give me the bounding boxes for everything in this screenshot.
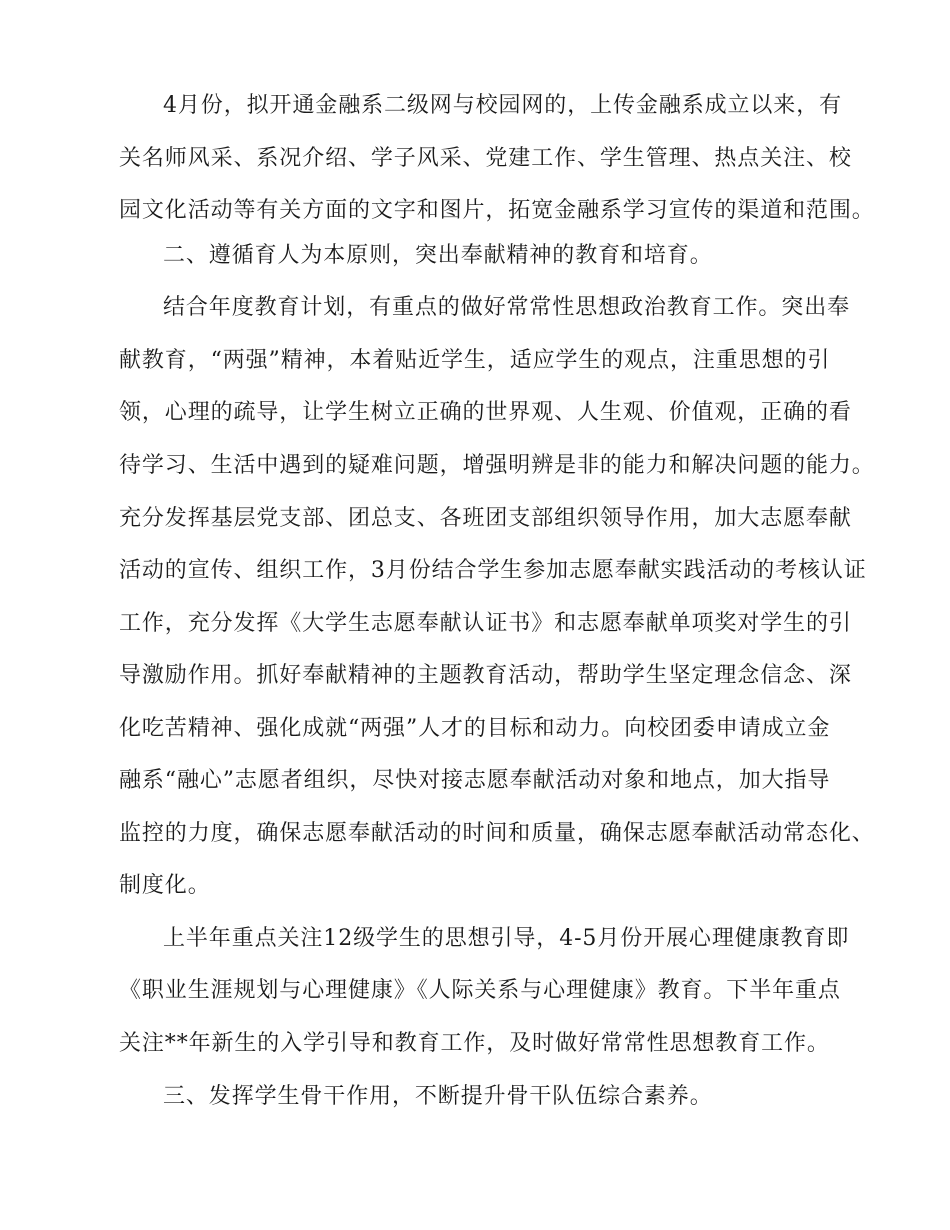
section-heading: 三、发挥学生骨干作用，不断提升骨干队伍综合素养。 [163,1084,713,1109]
text-line: 上半年重点关注12级学生的思想引导，4-5月份开展心理健康教育即 [163,926,850,951]
text-line: 化吃苦精神、强化成就“两强”人才的目标和动力。向校团委申请成立金 [119,716,831,741]
text-line: 《职业生涯规划与心理健康》《人际关系与心理健康》教育。下半年重点 [119,978,841,1003]
section-heading: 二、遵循育人为本原则，突出奉献精神的教育和培育。 [163,243,713,268]
text-line: 充分发挥基层党支部、团总支、各班团支部组织领导作用，加大志愿奉献 [119,506,852,531]
text-line: 4月份，拟开通金融系二级网与校园网的，上传金融系成立以来，有 [163,93,842,118]
text-line: 关名师风采、系况介绍、学子风采、党建工作、学生管理、热点关注、校 [119,146,852,171]
text-line: 导激励作用。抓好奉献精神的主题教育活动，帮助学生坚定理念信念、深 [119,663,852,688]
text-line: 献教育，“两强”精神，本着贴近学生，适应学生的观点，注重思想的引 [119,348,831,373]
text-line: 活动的宣传、组织工作，3月份结合学生参加志愿奉献实践活动的考核认证 [119,558,867,583]
text-line: 结合年度教育计划，有重点的做好常常性思想政治教育工作。突出奉 [163,295,851,320]
text-line: 关注**年新生的入学引导和教育工作，及时做好常常性思想教育工作。 [119,1031,830,1056]
text-line: 领，心理的疏导，让学生树立正确的世界观、人生观、价值观，正确的看 [119,400,852,425]
text-line: 制度化。 [119,873,211,898]
text-line: 园文化活动等有关方面的文字和图片，拓宽金融系学习宣传的渠道和范围。 [119,198,875,223]
text-line: 融系“融心”志愿者组织，尽快对接志愿奉献活动对象和地点，加大指导 [119,768,831,793]
text-line: 监控的力度，确保志愿奉献活动的时间和质量，确保志愿奉献活动常态化、 [119,821,875,846]
text-line: 待学习、生活中遇到的疑难问题，增强明辨是非的能力和解决问题的能力。 [119,453,875,478]
text-line: 工作，充分发挥《大学生志愿奉献认证书》和志愿奉献单项奖对学生的引 [119,611,852,636]
